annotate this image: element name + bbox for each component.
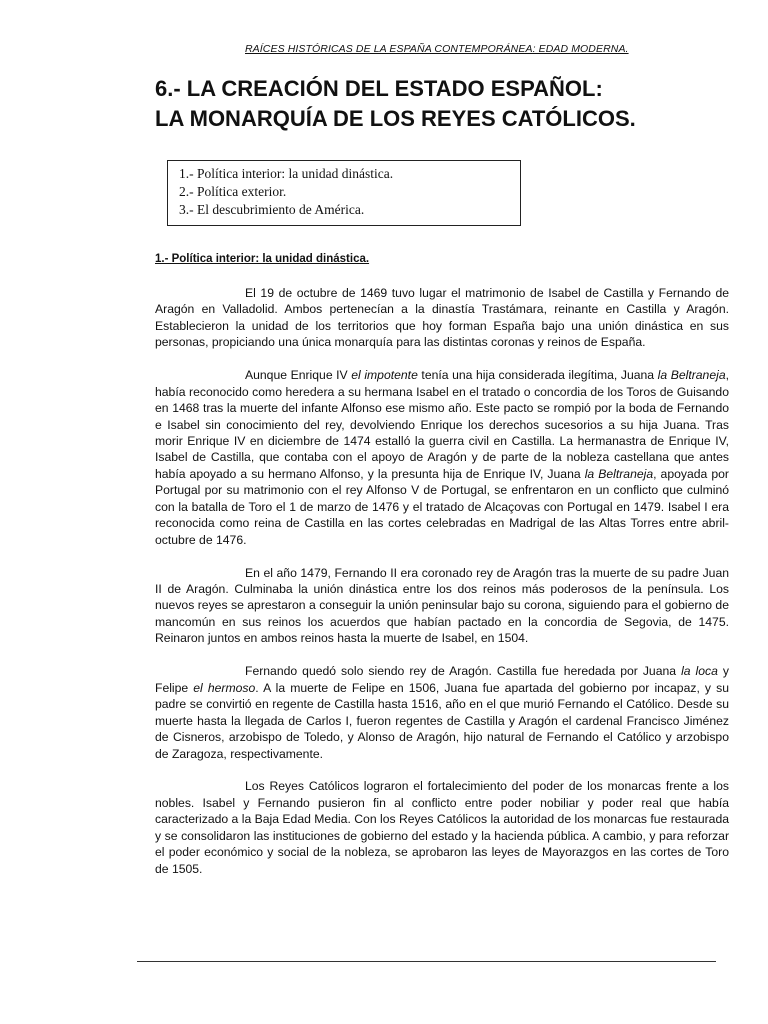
text-run: Los Reyes Católicos lograron el fortalecimiento del poder de los monarcas frente a los nobles. Isabel y Fernando pusieron fin al conflicto entre poder nobiliar y poder real que había caracterizado a la Baja Edad Media. Con los Reyes Católicos la autoridad de los monarcas fue restaurada y se consolidaron las instituciones de gobierno del estado y la hacienda pública. A cambio, y para reforzar el poder económico y social de la nobleza, se aprobaron las leyes de Mayorazgos en las cortes de Toro de 1505. bbox=[155, 779, 729, 876]
section-heading: 1.- Política interior: la unidad dinástica. bbox=[155, 253, 370, 265]
italic-text: el impotente bbox=[351, 368, 418, 383]
italic-text: la Beltraneja bbox=[584, 466, 654, 481]
running-header: RAÍCES HISTÓRICAS DE LA ESPAÑA CONTEMPORÁNEA: EDAD MODERNA. bbox=[245, 43, 629, 55]
paragraph bbox=[155, 663, 729, 762]
text-run: El 19 de octubre de 1469 tuvo lugar el matrimonio de Isabel de Castilla y Fernando de Aragón en Valladolid. Ambos pertenecían a la dinastía Trastámara, reinante en Castilla y Aragón. Establecieron la unidad de los territorios que hoy forman España bajo una unión dinástica en sus personas, propiciando una única monarquía para las distintas coronas y reinos de España. bbox=[155, 286, 729, 350]
text-run: tenía una hija considerada ilegítima, Juana bbox=[417, 368, 658, 383]
toc-item: 2.- Política exterior. bbox=[179, 184, 287, 199]
text-run: , había reconocido como heredera a su hermana Isabel en el tratado o concordia de los Toros de Guisando en 1468 tras la muerte del infante Alfonso ese mismo año. Este pacto se rompió por la boda de Fernando e Isabel sin conocimiento del rey, devolviendo Enrique los derechos sucesorios a su hija Juana. Tras morir Enrique IV en diciembre de 1474 estalló la guerra civil en Castilla. La hermanastra de Enrique IV, Isabel de Castilla, que contaba con el apoyo de Aragón y de parte de la nobleza castellana que antes había apoyado a su hermano Alfonso, y la presunta hija de Enrique IV, Juana bbox=[155, 368, 729, 481]
title-line-2: LA MONARQUÍA DE LOS REYES CATÓLICOS. bbox=[155, 106, 636, 131]
title-line-1: 6.- LA CREACIÓN DEL ESTADO ESPAÑOL: bbox=[155, 76, 603, 101]
italic-text: el hermoso bbox=[193, 680, 256, 695]
italic-text: la Beltraneja bbox=[657, 368, 726, 383]
text-run: En el año 1479, Fernando II era coronado rey de Aragón tras la muerte de su padre Juan II de Aragón. Culminaba la unión dinástica entre los dos reinos más poderosos de la península. Los nuevos reyes se aprestaron a conseguir la unión peninsular bajo su corona, siguiendo para el gobierno de mancomún en sus reinos los acuerdos que habían pactado en la concordia de Segovia, de 1475. Reinaron juntos en ambos reinos hasta la muerte de Isabel, en 1504. bbox=[155, 565, 729, 646]
italic-text: la loca bbox=[681, 664, 718, 679]
text-run: y Felipe bbox=[155, 664, 729, 695]
toc-item: 3.- El descubrimiento de América. bbox=[179, 202, 365, 217]
footer-divider bbox=[137, 961, 716, 962]
toc-item: 1.- Política interior: la unidad dinástica. bbox=[179, 166, 394, 181]
paragraph bbox=[155, 565, 729, 647]
table-of-contents bbox=[167, 160, 521, 226]
paragraph bbox=[155, 285, 729, 351]
body-text bbox=[155, 285, 729, 893]
text-run: Aunque Enrique IV bbox=[245, 368, 352, 383]
text-run: Fernando quedó solo siendo rey de Aragón. Castilla fue heredada por Juana bbox=[245, 664, 682, 679]
text-run: . A la muerte de Felipe en 1506, Juana fue apartada del gobierno por incapaz, y su padre se convirtió en regente de Castilla hasta 1516, año en el que murió Fernando el Católico. Desde su muerte hasta la llegada de Carlos I, fueron regentes de Castilla y Aragón el cardenal Francisco Jiménez de Cisneros, arzobispo de Toledo, y Alonso de Aragón, hijo natural de Fernando el Católico y arzobispo de Zaragoza, respectivamente. bbox=[155, 680, 729, 761]
text-run: , apoyada por Portugal por su matrimonio con el rey Alfonso V de Portugal, se enfrentaron en un conflicto que culminó con la batalla de Toro el 1 de marzo de 1476 y el tratado de Alcaçovas con Portugal en 1479. Isabel I era reconocida como reina de Castilla en las cortes celebradas en Madrigal de las Altas Torres entre abril-octubre de 1476. bbox=[155, 466, 729, 547]
paragraph bbox=[155, 367, 729, 548]
paragraph bbox=[155, 778, 729, 877]
page-title bbox=[155, 74, 745, 134]
